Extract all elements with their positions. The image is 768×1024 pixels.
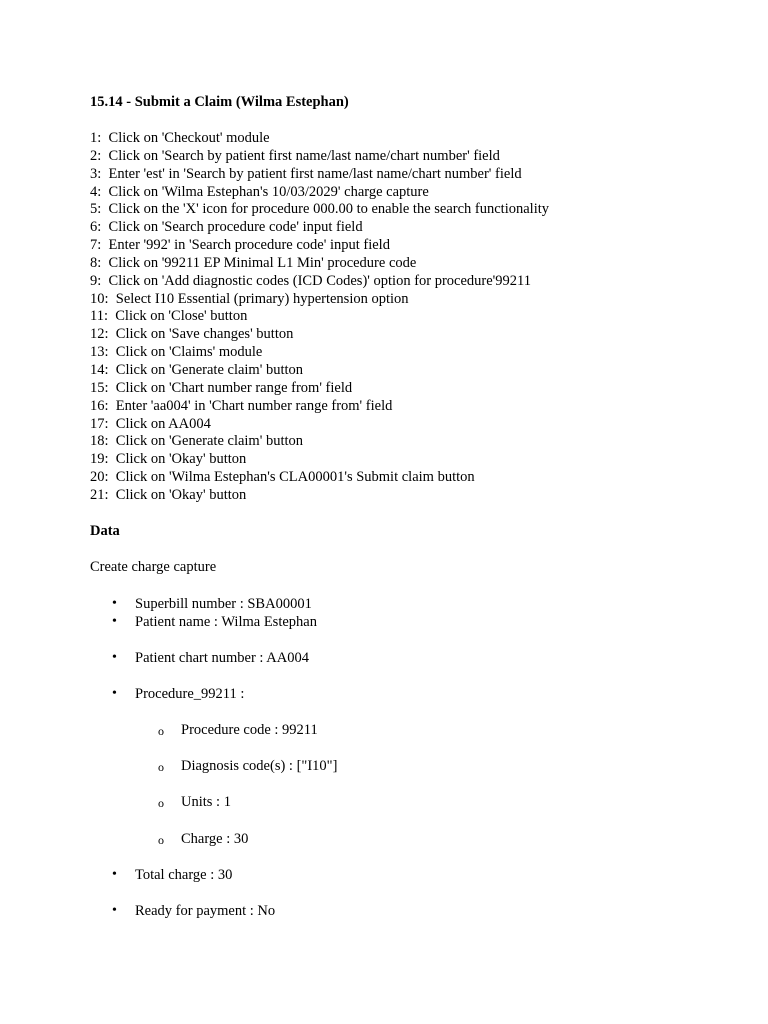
data-item-text: Total charge : 30 [135,866,233,883]
data-item-text: Ready for payment : No [135,902,276,919]
step-item: 4: Click on 'Wilma Estephan's 10/03/2029' charge capture [90,183,429,200]
step-item: 2: Click on 'Search by patient first name/last name/chart number' field [90,147,500,164]
step-item: 19: Click on 'Okay' button [90,451,247,468]
data-item-charge [90,830,730,848]
bullet-icon: • [112,595,117,611]
data-item-superbill [90,595,730,613]
bullet-icon: • [112,866,117,882]
data-item-text: Superbill number : SBA00001 [135,595,312,612]
sub-bullet-icon: o [158,832,164,847]
data-item-text: Patient chart number : AA004 [135,649,309,666]
bullet-icon: • [112,902,117,918]
data-item-text: Charge : 30 [181,830,249,847]
step-item: 5: Click on the 'X' icon for procedure 000.00 to enable the search functionality [90,201,550,218]
bullet-icon: • [112,613,117,629]
document-page [90,94,730,920]
step-item: 12: Click on 'Save changes' button [90,326,294,343]
step-item: 14: Click on 'Generate claim' button [90,361,304,378]
step-item: 8: Click on '99211 EP Minimal L1 Min' procedure code [90,254,417,271]
step-item: 1: Click on 'Checkout' module [90,130,270,146]
document-title: 15.14 - Submit a Claim (Wilma Estephan) [90,94,349,110]
bullet-icon: • [112,685,117,701]
step-item: 15: Click on 'Chart number range from' field [90,379,353,396]
data-heading: Data [90,522,120,539]
step-item: 21: Click on 'Okay' button [90,486,247,503]
step-item: 10: Select I10 Essential (primary) hypertension option [90,290,409,307]
step-item: 11: Click on 'Close' button [90,308,248,325]
data-item-chart-number [90,649,730,667]
sub-bullet-icon: o [158,795,164,810]
step-item: 6: Click on 'Search procedure code' input field [90,219,363,236]
data-item-ready-for-payment [90,902,730,920]
data-item-diagnosis [90,757,730,775]
data-item-total-charge [90,866,730,884]
step-item: 17: Click on AA004 [90,415,211,432]
steps-list [90,130,730,505]
data-item-procedure [90,685,730,703]
data-item-units [90,793,730,811]
step-item: 13: Click on 'Claims' module [90,344,263,361]
data-item-text: Patient name : Wilma Estephan [135,613,317,630]
procedure-details-list [90,721,730,848]
sub-bullet-icon: o [158,723,164,738]
data-intro: Create charge capture [90,558,217,575]
step-item: 9: Click on 'Add diagnostic codes (ICD Codes)' option for procedure'99211 [90,272,532,289]
sub-bullet-icon: o [158,759,164,774]
data-list-totals [90,866,730,920]
step-item: 7: Enter '992' in 'Search procedure code' input field [90,237,390,254]
data-item-procedure-code [90,721,730,739]
data-item-text: Procedure_99211 : [135,685,245,702]
data-item-patient-name [90,613,730,631]
data-list [90,595,730,703]
step-item: 3: Enter 'est' in 'Search by patient first name/last name/chart number' field [90,165,522,182]
step-item: 16: Enter 'aa004' in 'Chart number range from' field [90,397,393,414]
step-item: 20: Click on 'Wilma Estephan's CLA00001's Submit claim button [90,469,475,486]
step-item: 18: Click on 'Generate claim' button [90,433,304,450]
data-item-text: Procedure code : 99211 [181,721,318,738]
data-item-text: Diagnosis code(s) : ["I10"] [181,757,338,774]
data-item-text: Units : 1 [181,793,231,810]
bullet-icon: • [112,649,117,665]
